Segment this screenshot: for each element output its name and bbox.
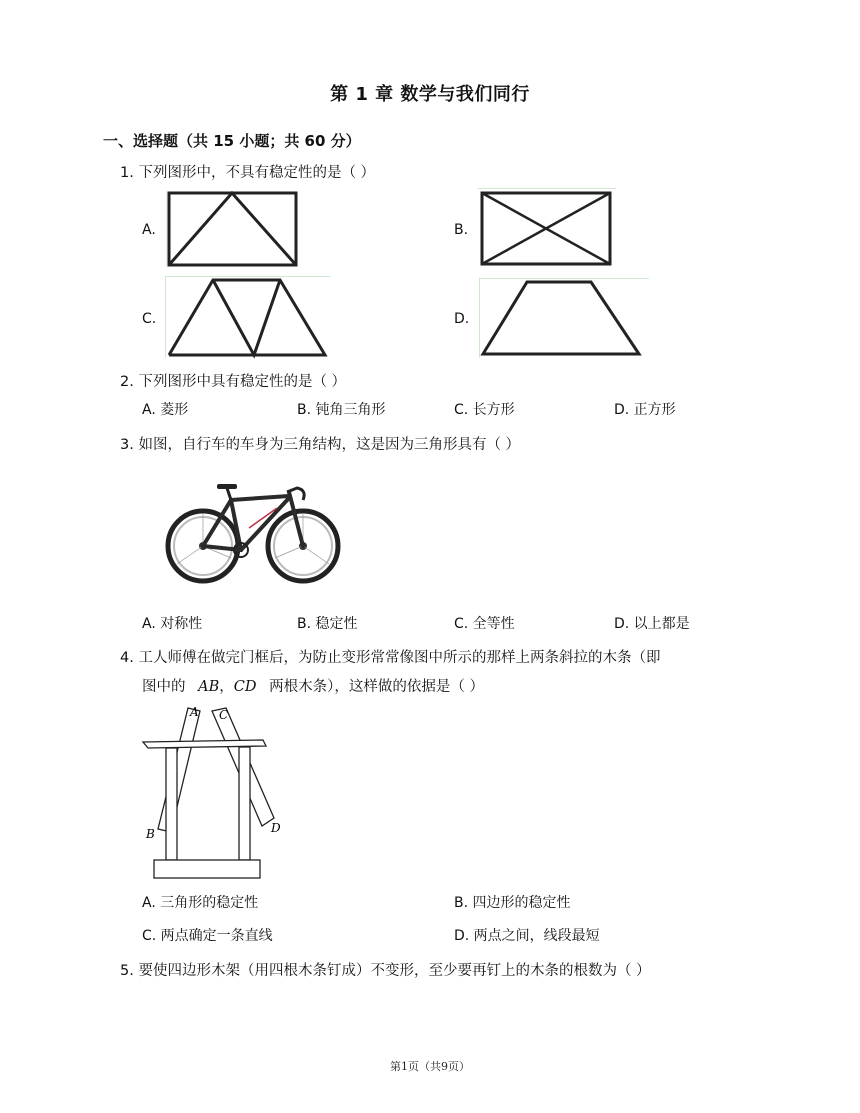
- q3-option-b: B. 稳定性: [297, 616, 358, 632]
- q4-option-b: B. 四边形的稳定性: [454, 895, 571, 911]
- q1-figure-c-triangles: [165, 276, 330, 358]
- q4-segment-ab: AB: [198, 679, 220, 695]
- q4-option-c: C. 两点确定一条直线: [142, 928, 273, 944]
- q1-figure-b-rectangle-diagonals: [478, 188, 616, 268]
- q2-option-d: D. 正方形: [614, 402, 676, 418]
- question-1-stem: 1. 下列图形中，不具有稳定性的是（ ）: [120, 165, 376, 181]
- question-3-stem: 3. 如图，自行车的车身为三角结构，这是因为三角形具有（ ）: [120, 437, 521, 453]
- bicycle-image: [165, 478, 341, 590]
- q1-figure-d-trapezoid: [479, 278, 649, 358]
- q4-separator: ，: [219, 679, 234, 695]
- label-d: D: [271, 821, 281, 835]
- q3-option-c: C. 全等性: [454, 616, 515, 632]
- q4-option-d: D. 两点之间，线段最短: [454, 928, 600, 944]
- q1-option-a-label: A.: [142, 222, 156, 238]
- q2-option-b: B. 钝角三角形: [297, 402, 386, 418]
- q4-text-prefix: 图中的: [142, 679, 186, 695]
- q2-option-a: A. 菱形: [142, 402, 189, 418]
- q4-text-suffix: 两根木条），这样做的依据是（ ）: [269, 679, 484, 695]
- q4-option-a: A. 三角形的稳定性: [142, 895, 259, 911]
- q4-segment-cd: CD: [233, 679, 257, 695]
- question-5-stem: 5. 要使四边形木架（用四根木条钉成）不变形，至少要再钉上的木条的根数为（ ）: [120, 963, 651, 979]
- q1-option-d-label: D.: [454, 311, 470, 327]
- q3-option-d: D. 以上都是: [614, 616, 690, 632]
- q2-option-c: C. 长方形: [454, 402, 515, 418]
- q1-figure-a-rectangle-triangle: [165, 190, 300, 268]
- label-a: A: [190, 705, 199, 719]
- section-heading: 一、选择题（共 15 小题；共 60 分）: [103, 132, 361, 150]
- page-footer: 第1页（共9页）: [390, 1060, 470, 1073]
- label-b: B: [146, 827, 155, 841]
- q1-option-b-label: B.: [454, 222, 469, 238]
- page-title: 第 1 章 数学与我们同行: [330, 84, 530, 105]
- q1-option-c-label: C.: [142, 311, 157, 327]
- question-4-stem-line1: 4. 工人师傅在做完门框后，为防止变形常常像图中所示的那样上两条斜拉的木条（即: [120, 650, 661, 666]
- label-c: C: [219, 708, 229, 722]
- door-frame-figure: [140, 700, 281, 882]
- question-4-stem-line2: [142, 677, 484, 697]
- q3-option-a: A. 对称性: [142, 616, 203, 632]
- question-2-stem: 2. 下列图形中具有稳定性的是（ ）: [120, 374, 347, 390]
